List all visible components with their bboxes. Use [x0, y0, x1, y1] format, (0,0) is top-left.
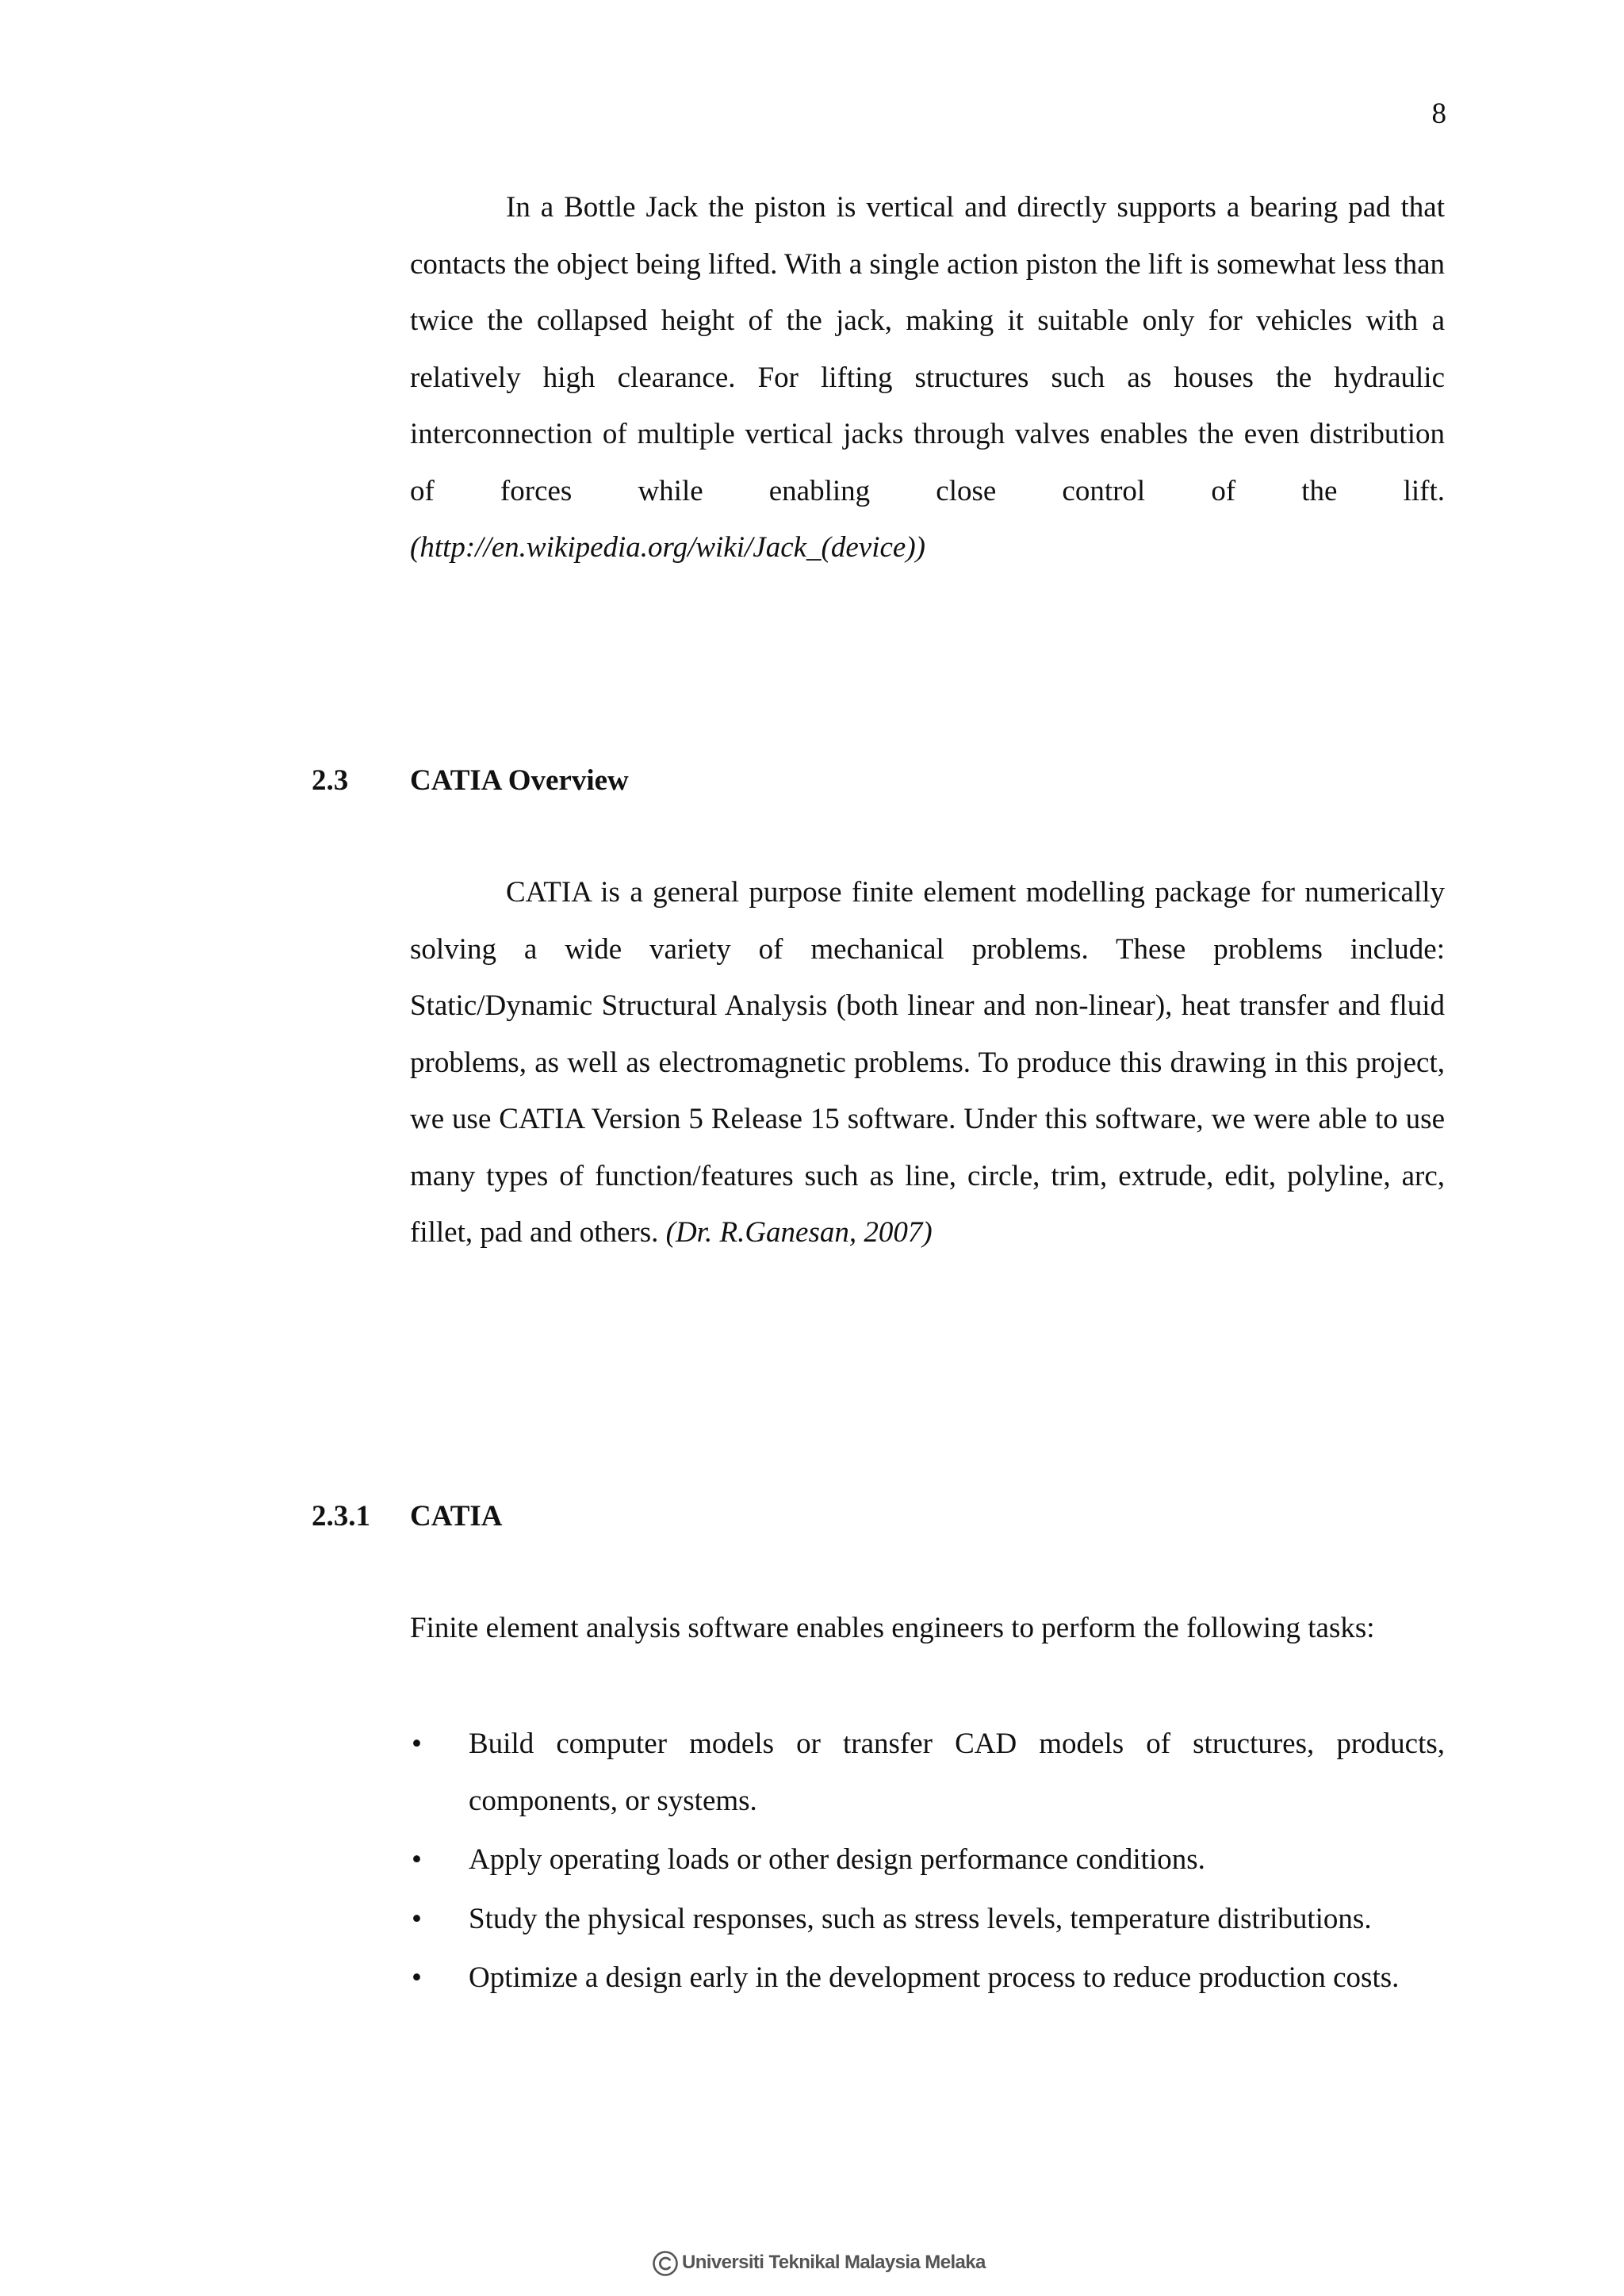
catia-overview-citation: (Dr. R.Ganesan, 2007) [665, 1216, 933, 1249]
tasks-list [410, 1716, 1445, 2009]
university-footer [652, 2248, 985, 2280]
list-item-text: Apply operating loads or other design performance conditions. [469, 1843, 1205, 1876]
intro-text: In a Bottle Jack the piston is vertical and directly supports a bearing pad that contacts the object being lifted. With a single action piston the lift is somewhat less than twice the collapsed height of the jack, making it suitable only for vehicles with a relatively high clearance. For lifting structures such as houses the hydraulic interconnection of multiple vertical jacks through valves enables the even distribution of forces while enabling close control of the lift. [410, 191, 1445, 507]
section-heading-2-3-1 [312, 1498, 503, 1535]
list-item-text: Build computer models or transfer CAD models of structures, products, components, or systems. [469, 1728, 1445, 1817]
bullet-icon: • [412, 1902, 422, 1935]
copyright-icon [652, 2250, 679, 2277]
page-number: 8 [1431, 98, 1446, 130]
list-item-text: Study the physical responses, such as stress levels, temperature distributions. [469, 1902, 1372, 1935]
section-title: CATIA Overview [410, 764, 629, 797]
intro-paragraph [410, 179, 1445, 576]
catia-overview-paragraph [410, 864, 1445, 1261]
list-item [410, 1950, 1445, 2007]
section-heading-2-3 [312, 763, 629, 799]
catia-overview-text: CATIA is a general purpose finite element modelling package for numerically solving a wide variety of mechanical problems. These problems include: Static/Dynamic Structural Analysis (both linear and non-linear), heat transfer and fluid problems, as well as electromagnetic problems. To produce this drawing in this project, we use CATIA Version 5 Release 15 software. Under this software, we were able to use many types of function/features such as line, circle, trim, extrude, edit, polyline, arc, fillet, pad and others. [410, 876, 1445, 1249]
intro-citation: (http://en.wikipedia.org/wiki/Jack_(device)) [410, 531, 925, 564]
list-item [410, 1716, 1445, 1829]
footer-text: Universiti Teknikal Malaysia Melaka [682, 2252, 986, 2273]
bullet-icon: • [412, 1961, 422, 1994]
subsection-number: 2.3.1 [312, 1500, 370, 1533]
list-item [410, 1891, 1445, 1948]
tasks-intro-paragraph: Finite element analysis software enables engineers to perform the following tasks: [410, 1612, 1375, 1644]
bullet-icon: • [412, 1843, 422, 1876]
section-number: 2.3 [312, 764, 349, 797]
subsection-title: CATIA [410, 1500, 503, 1533]
list-item [410, 1831, 1445, 1888]
list-item-text: Optimize a design early in the development process to reduce production costs. [469, 1961, 1400, 1994]
bullet-icon: • [412, 1728, 422, 1760]
